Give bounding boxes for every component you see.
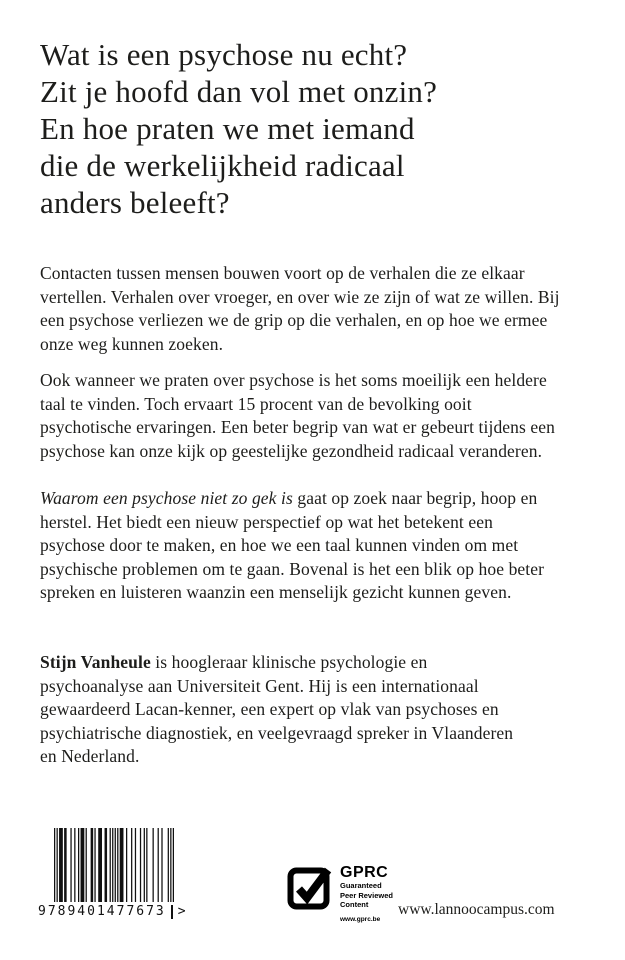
gprc-text-block <box>340 864 393 923</box>
barcode-bars <box>54 828 174 902</box>
paragraph-book <box>40 487 545 605</box>
barcode-number: 9789401477673 <box>38 904 166 919</box>
gprc-tagline: Guaranteed <box>340 881 382 890</box>
gprc-name: GPRC <box>340 864 389 881</box>
barcode <box>38 828 186 919</box>
gprc-tagline: Content <box>340 900 369 909</box>
book-paragraph-rest: gaat op zoek naar begrip, hoop en herstel. Het biedt een nieuw perspectief op wat het betekent een psychose door te maken, en hoe we een taal kunnen vinden om met psychische problemen om te gaan. Bovenal is het een blik op hoe beter spreken en luisteren waanzin een menselijk gezicht kunnen geven. <box>40 488 545 602</box>
barcode-number-row <box>38 904 186 919</box>
publisher-url: www.lannoocampus.com <box>398 901 555 918</box>
paragraph-stories: Contacten tussen mensen bouwen voort op de verhalen die ze elkaar vertellen. Verhalen over vroeger, en over wie ze zijn of wat ze willen. Bij een psychose verliezen we de grip op die verhalen, en op hoe we ermee onze weg kunnen zoeken. <box>40 263 560 354</box>
gprc-tagline: Peer Reviewed <box>340 890 393 900</box>
headline <box>40 36 437 221</box>
gprc-check-icon <box>287 864 333 923</box>
gprc-logo <box>287 864 393 923</box>
author-bio <box>40 651 520 769</box>
barcode-suffix: > <box>171 905 186 919</box>
headline-line: die de werkelijkheid radicaal <box>40 148 405 183</box>
headline-line: Wat is een psychose nu echt? <box>40 37 408 72</box>
paragraph-understanding: Ook wanneer we praten over psychose is het soms moeilijk een heldere taal te vinden. Toch ervaart 15 procent van de bevolking ooit psychotische ervaringen. Een beter begrip van wat er gebeurt tijdens een psychose kan onze kijk op geestelijke gezondheid radicaal veranderen. <box>40 370 555 461</box>
author-bio-rest: is hoogleraar klinische psychologie en psychoanalyse aan Universiteit Gent. Hij is een internationaal gewaardeerd Lacan-kenner, een expert op vlak van psychoses en psychiatrische diagnostiek, en veelgevraagd spreker in Vlaanderen en Nederland. <box>40 652 514 766</box>
headline-line: Zit je hoofd dan vol met onzin? <box>40 74 438 109</box>
gprc-url: www.gprc.be <box>340 915 381 923</box>
headline-line: anders beleeft? <box>40 185 230 220</box>
author-name: Stijn Vanheule <box>40 652 151 672</box>
headline-line: En hoe praten we met iemand <box>40 111 415 146</box>
book-title: Waarom een psychose niet zo gek is <box>40 488 293 508</box>
